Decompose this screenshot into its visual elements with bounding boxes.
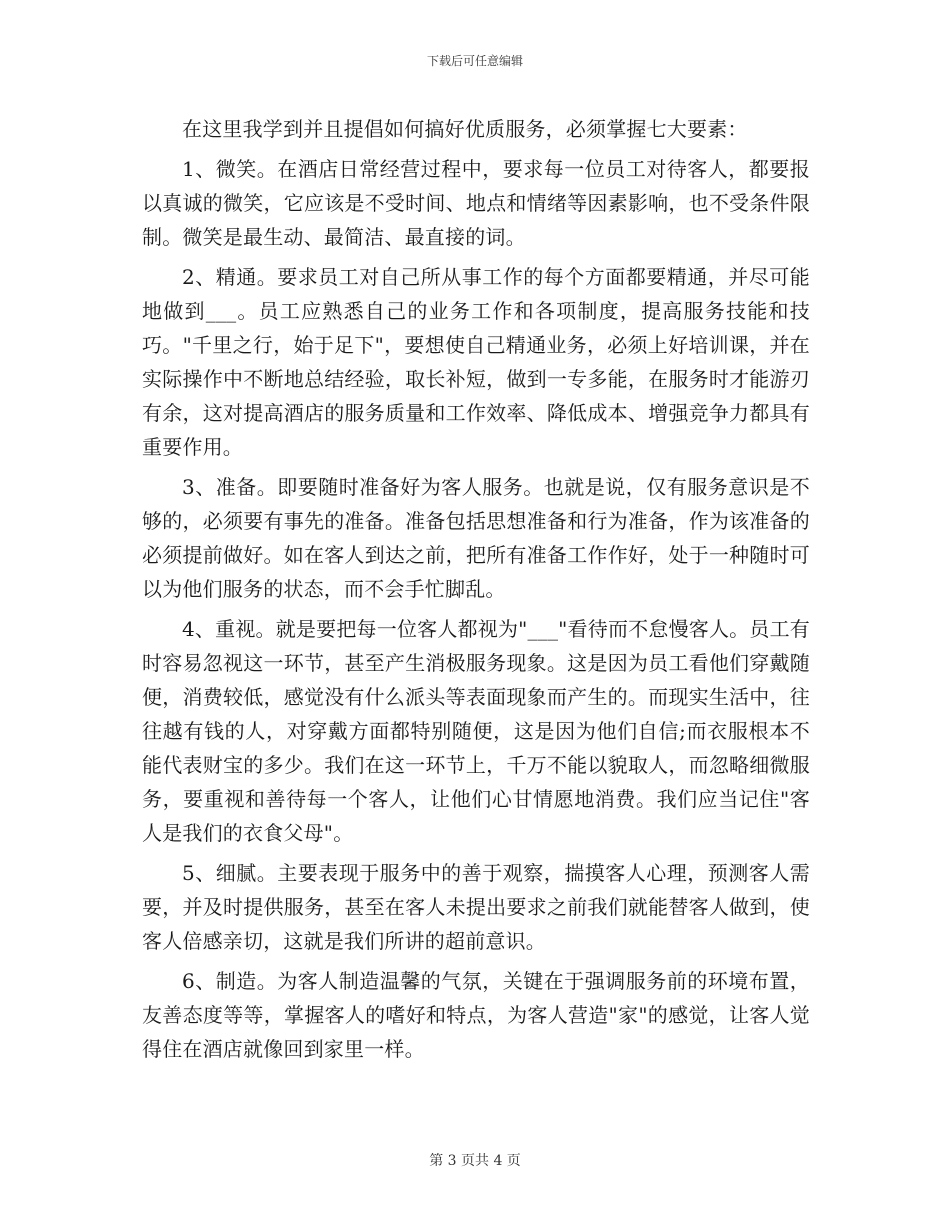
- page-header: 下载后可任意编辑: [426, 54, 523, 68]
- paragraph-atmosphere: 6、制造。为客人制造温馨的气氛，关键在于强调服务前的环境布置，友善态度等等，掌握客人的嗜好和特点，为客人营造"家"的感觉，让客人觉得住在酒店就像回到家里一样。: [142, 969, 810, 1061]
- paragraph-intro: 在这里我学到并且提倡如何搞好优质服务，必须掌握七大要素：: [182, 117, 748, 141]
- document-body: [142, 112, 810, 1072]
- paragraph-preparation: 3、准备。即要随时准备好为客人服务。也就是说，仅有服务意识是不够的，必须要有事先的准备。准备包括思想准备和行为准备，作为该准备的必须提前做好。如在客人到达之前，把所有准备工作作好，处于一种随时可以为他们服务的状态，而不会手忙脚乱。: [142, 475, 810, 601]
- paragraph-attentiveness: 5、细腻。主要表现于服务中的善于观察，揣摸客人心理，预测客人需要，并及时提供服务，甚至在客人未提出要求之前我们就能替客人做到，使客人倍感亲切，这就是我们所讲的超前意识。: [142, 861, 810, 953]
- paragraph-smile: 1、微笑。在酒店日常经营过程中，要求每一位员工对待客人，都要报以真诚的微笑，它应该是不受时间、地点和情绪等因素影响，也不受条件限制。微笑是最生动、最简洁、最直接的词。: [142, 157, 810, 249]
- paragraph-attention: 4、重视。就是要把每一位客人都视为"___"看待而不怠慢客人。员工有时容易忽视这一环节，甚至产生消极服务现象。这是因为员工看他们穿戴随便，消费较低，感觉没有什么派头等表面现象而产生的。而现实生活中，往往越有钱的人，对穿戴方面都特别随便，这是因为他们自信;而衣服根本不能代表财宝的多少。我们在这一环节上，千万不能以貌取人，而忽略细微服务，要重视和善待每一个客人，让他们心甘情愿地消费。我们应当记住"客人是我们的衣食父母"。: [142, 617, 810, 845]
- page-footer: 第 3 页共 4 页: [429, 1153, 521, 1169]
- paragraph-proficiency: 2、精通。要求员工对自己所从事工作的每个方面都要精通，并尽可能地做到___。员工应熟悉自己的业务工作和各项制度，提高服务技能和技巧。"千里之行，始于足下"，要想使自己精通业务，必须上好培训课，并在实际操作中不断地总结经验，取长补短，做到一专多能，在服务时才能游刃有余，这对提高酒店的服务质量和工作效率、降低成本、增强竞争力都具有重要作用。: [142, 265, 810, 459]
